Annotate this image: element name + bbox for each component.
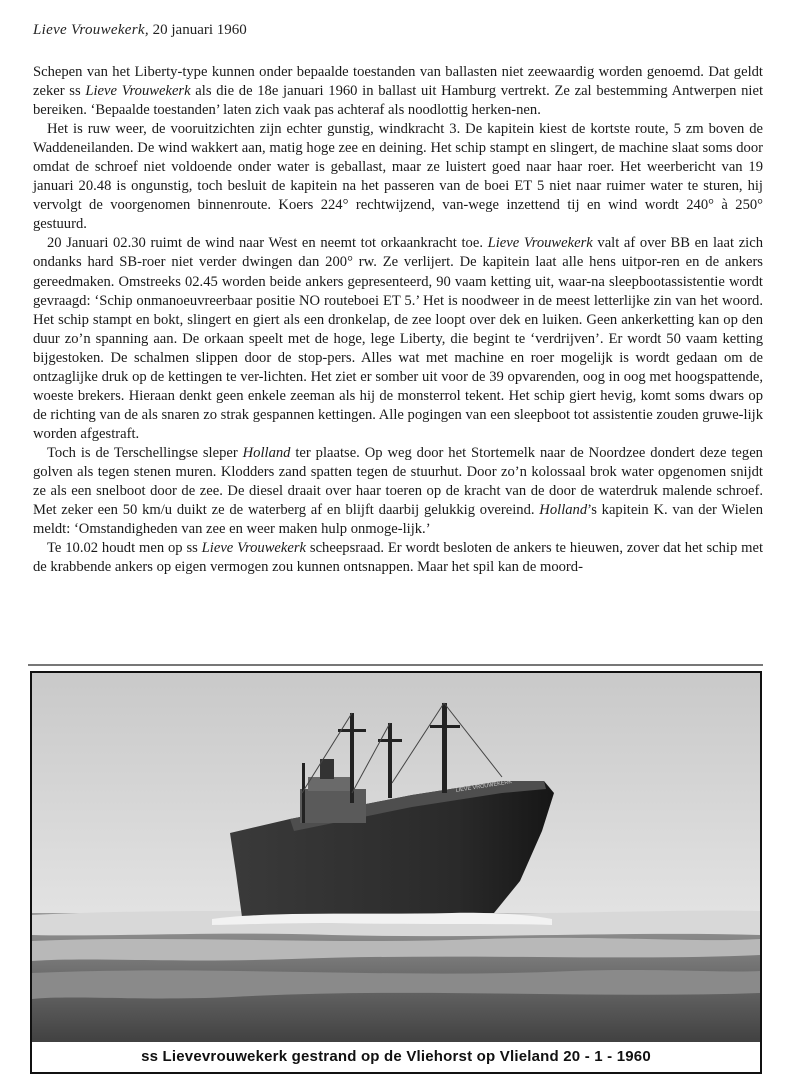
text-run: Toch is de Terschellingse sleper [47, 444, 243, 461]
text-run: ter plaatse. Op weg door het Stortemelk naar de Noordzee dondert deze tegen golven als tegen stenen muren. Klodders zand spatten tegen de stuurhut. Door zo’n kolossaal brok water opgenomen snijdt ze als een snelboot door de zee. De diesel draait over haar toeren op de kracht van de door de waterdruk malende schroef. Met zeker een 50 km/u duikt ze de waterberg af en blijft daarbij gelukkig overeind. [33, 444, 763, 519]
text-run: Schepen van het Liberty-type kunnen onder bepaalde toestanden van ballasten niet zeewaardig worden genoemd. Dat geldt zeker ss [33, 64, 763, 100]
text-run: scheepsraad. Er wordt besloten de ankers te hieuwen, zover dat het schip met de krabbende ankers op eigen vermogen zou kunnen ontsnappen. Maar het spil kan de moord- [33, 540, 763, 576]
running-header [33, 22, 247, 39]
text-run: ’s kapitein K. van der Wielen meldt: ‘Omstandigheden van zee en weer maken hulp onmoge-lijk.’ [33, 502, 763, 538]
hull-lettering: LIEVE VROUWEKERK [455, 779, 513, 794]
shipwreck-photo [30, 671, 762, 1074]
paragraph [33, 120, 763, 234]
italic-name: Lieve Vrouwekerk [487, 235, 593, 252]
italic-name: Holland [242, 444, 291, 461]
text-run: 20 Januari 02.30 ruimt de wind naar West en neemt tot orkaankracht toe. [47, 235, 488, 252]
italic-name: Lieve Vrouwekerk [201, 540, 307, 557]
paragraph [33, 539, 763, 577]
italic-name: Lieve Vrouwekerk [85, 83, 191, 100]
text-run: Het is ruw weer, de vooruitzichten zijn echter gunstig, windkracht 3. De kapitein kiest de kortste route, 5 zm boven de Waddeneilanden. De wind wakkert aan, matig hoge zee en deining. Het schip stampt en slingert, de machine slaat soms door omdat de schroef niet voldoende onder water is geballast, maar ze luistert goed naar haar roer. Het weerbericht van 19 januari 20.48 is ongunstig, toch besluit de kapitein na het passeren van de boei ET 5 niet naar ruimer water te sturen, hij vervolgt de voorgenomen binnenroute. Koers 224° rechtwijzend, van-wege inzettend tij en wind wordt 240° à 250° gestuurd. [33, 121, 763, 233]
paragraph [33, 234, 763, 444]
text-run: valt af over BB en laat zich ondanks hard SB-roer niet verder dwingen dan 200° rw. Ze verlijert. De kapitein laat alle hens uitpor-ren en de ankers gereedmaken. Omstreeks 02.45 worden beide ankers gepresenteerd, 90 vaam ketting uit, waar-na sleepbootassistentie wordt gevraagd: ‘Schip onmanoeuvreerbaar positie NO routeboei ET 5.’ Het is noodweer in de meest letterlijke zin van het woord. Het schip stampt en bokt, slingert en giert als een dronkelap, de zee loopt over dek en luiken. Geen ankerketting kan op den duur zo’n spanning aan. De orkaan speelt met de hoge, lege Liberty, die begint te ‘verdrijven’. Er wordt 50 vaam ketting bijgestoken. De schalmen slippen door de stop-pers. Alles wat met machine en roer mogelijk is wordt gedaan om de ontzaglijke druk op de kettingen te ver-lichten. Het ziet er somber uit voor de 39 opvarenden, oog in oog met hoogspattende, woeste brekers. Hieraan denkt geen enkele zeeman als hij de monsterrol tekent. Het schip giert hevig, komt soms dwars op de richting van de als snaren zo strak gespannen kettingen. Alle pogingen van een sleepboot tot assistentie zouden gruwe-lijk worden afgestraft. [33, 235, 764, 442]
header-ship-name: Lieve Vrouwekerk, [33, 22, 149, 38]
photo-caption: ss Lievevrouwekerk gestrand op de Vliehorst op Vlieland 20 - 1 - 1960 [32, 1042, 760, 1072]
paragraph [33, 444, 763, 539]
italic-name: Holland [539, 502, 588, 519]
header-date: 20 januari 1960 [152, 22, 247, 38]
paragraph [33, 63, 763, 120]
text-run: Te 10.02 houdt men op ss [47, 540, 202, 557]
photo-image [32, 673, 760, 1072]
article-body [33, 63, 763, 577]
text-run: als die de 18e januari 1960 in ballast uit Hamburg vertrekt. Ze zal bestemming Antwerpen niet bereiken. ‘Bepaalde toestanden’ laten zich vaak pas achteraf als noodlottig herken-nen. [33, 83, 763, 119]
divider [28, 664, 763, 666]
